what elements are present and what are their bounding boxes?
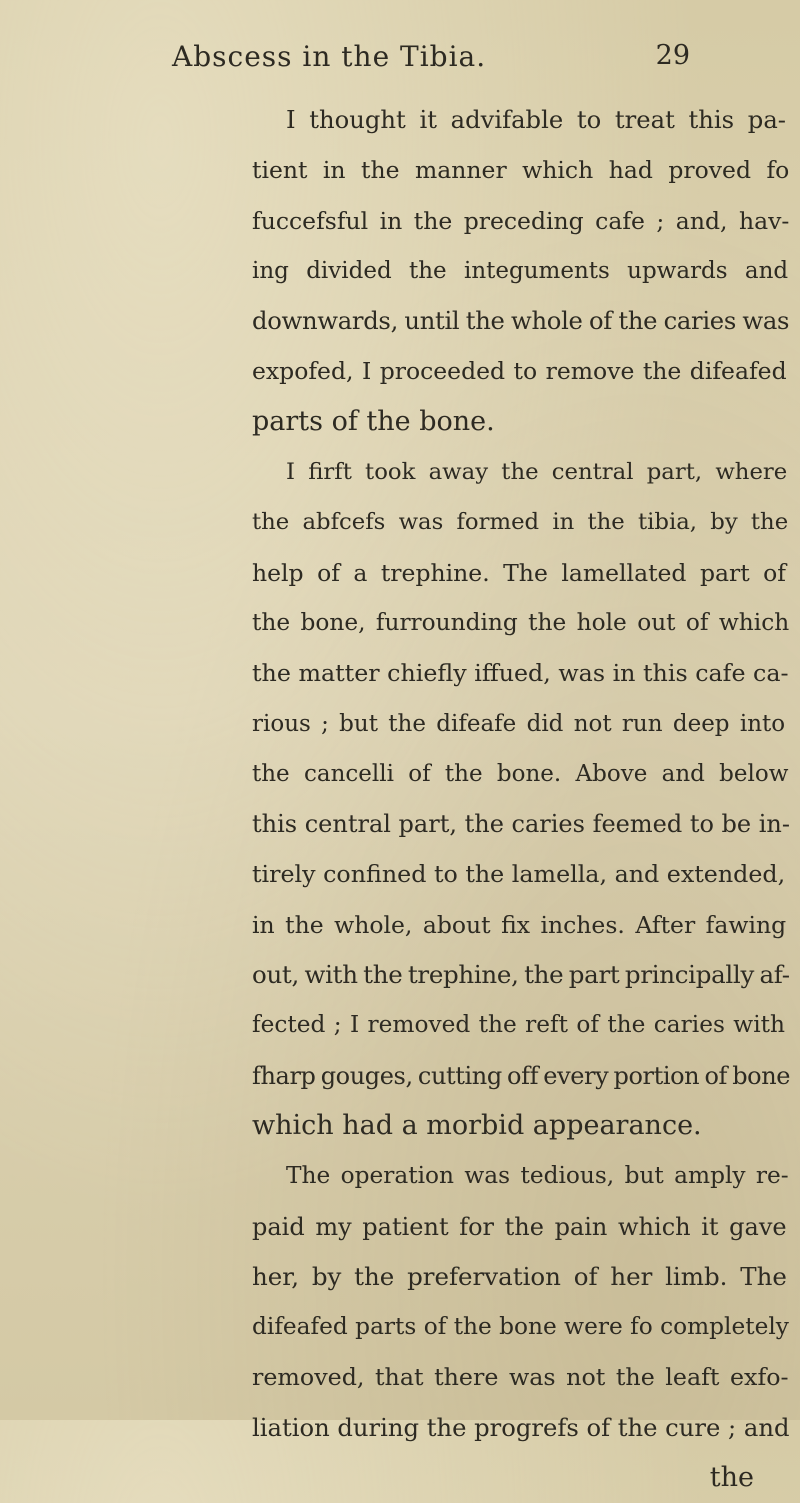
text-line: tient in the manner which had proved fo [252, 156, 790, 185]
text-line: this central part, the caries feemed to be in- [252, 810, 790, 839]
text-line: paid my patient for the pain which it gave [252, 1212, 787, 1241]
text-line: parts of the bone. [252, 405, 495, 437]
text-line: her, by the prefervation of her limb. The [252, 1261, 787, 1291]
text-line: fected ; I removed the reft of the caries with [252, 1011, 785, 1039]
body-text [252, 95, 791, 1503]
text-line: rious ; but the difeafe did not run deep into [252, 710, 786, 737]
text-line: expofed, I proceeded to remove the difeafed [252, 357, 787, 386]
text-line: removed, that there was not the leaft exfo- [252, 1363, 789, 1392]
text-line: ing divided the integuments upwards and [252, 257, 789, 284]
text-line: which had a morbid appearance. [252, 1109, 702, 1141]
page-number: 29 [655, 40, 690, 71]
text-line: the abfcefs was formed in the tibia, by the [252, 509, 789, 536]
running-title: Abscess in the Tibia. [172, 40, 487, 73]
text-line: difeafed parts of the bone were fo completely [252, 1313, 789, 1341]
text-line: out, with the trephine, the part principally af- [252, 960, 790, 990]
text-line: downwards, until the whole of the caries was [252, 306, 790, 336]
text-line: tirely confined to the lamella, and extended, [252, 860, 786, 889]
text-line: the cancelli of the bone. Above and below [252, 760, 789, 787]
text-line: The operation was tedious, but amply re- [286, 1162, 789, 1190]
text-line: the matter chiefly iffued, was in this cafe ca- [252, 659, 789, 688]
text-line: I firft took away the central part, where [286, 459, 788, 486]
text-line: fuccefsful in the preceding cafe ; and, hav- [252, 206, 790, 235]
text-line: liation during the progrefs of the cure ; and [252, 1412, 790, 1442]
text-line: in the whole, about fix inches. After fawing [252, 910, 787, 939]
page-header [160, 40, 690, 90]
text-line: the bone, furrounding the hole out of which [252, 608, 790, 636]
text-line: I thought it advifable to treat this pa- [286, 105, 786, 134]
catchword: the [709, 1462, 754, 1494]
text-line: help of a trephine. The lamellated part of [252, 558, 786, 587]
text-line: fharp gouges, cutting off every portion of bone [252, 1061, 791, 1090]
